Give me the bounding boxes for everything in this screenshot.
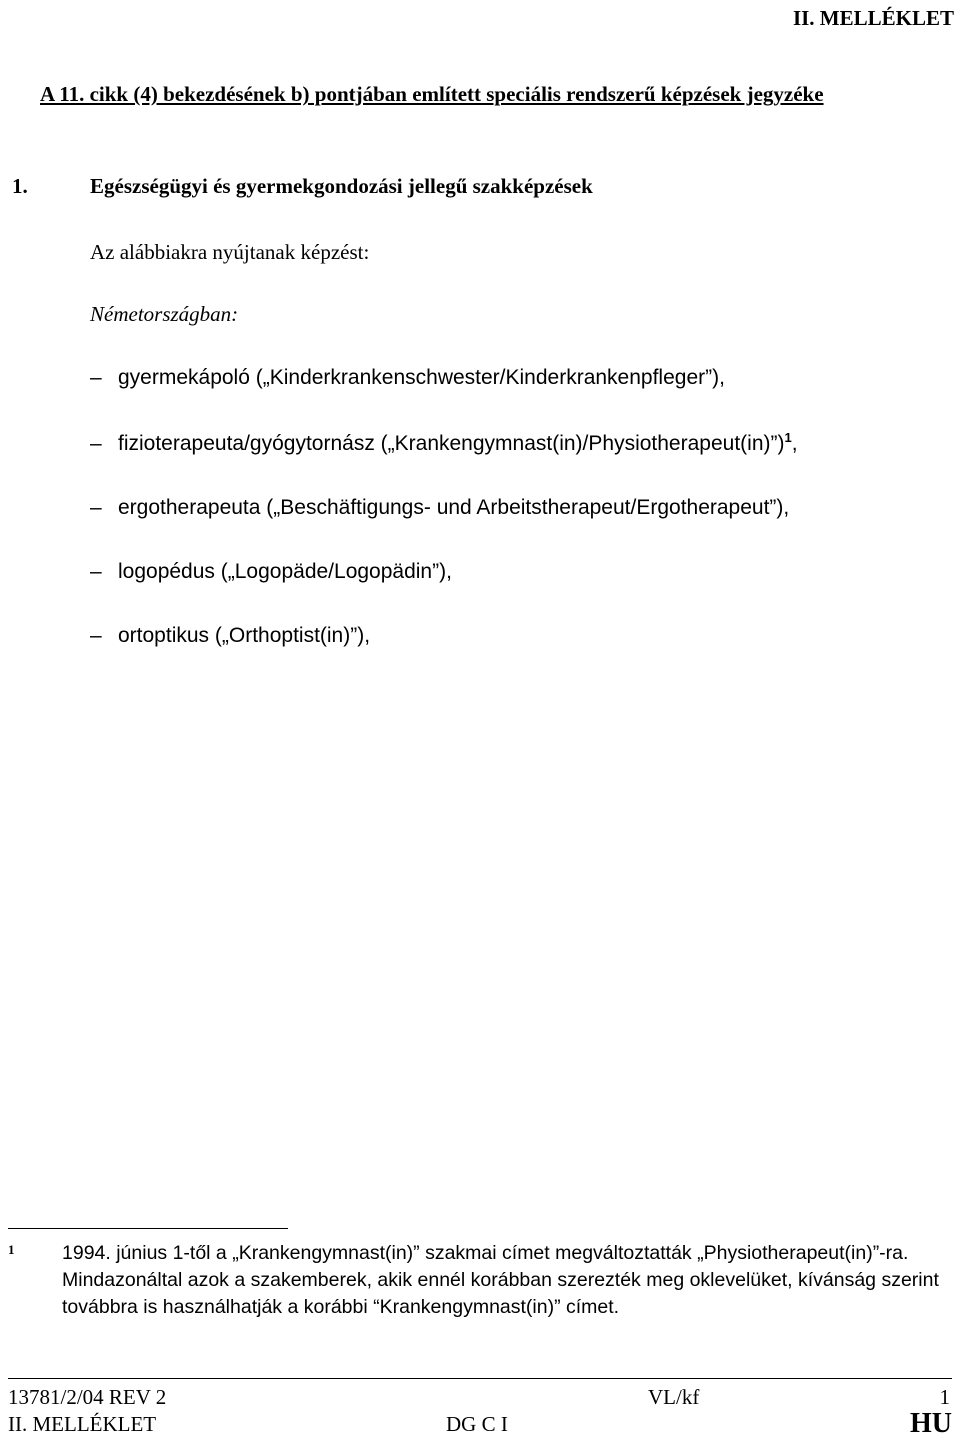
list-item-text: ergotherapeuta („Beschäftigungs- und Arbeitstherapeut/Ergotherapeut”), xyxy=(118,496,790,519)
list-item xyxy=(90,560,452,584)
list-item-suffix: , xyxy=(791,432,798,455)
list-dash: – xyxy=(90,624,102,647)
list-dash: – xyxy=(90,366,102,389)
language-code: HU xyxy=(910,1408,952,1439)
list-item xyxy=(90,496,789,520)
section-title: Egészségügyi és gyermekgondozási jellegű szakképzések xyxy=(90,174,593,198)
country-label: Németországban: xyxy=(90,302,239,326)
page-number: 1 xyxy=(939,1385,950,1409)
list-item-text: gyermekápoló („Kinderkrankenschwester/Kinderkrankenpfleger”), xyxy=(118,366,725,389)
footer-divider xyxy=(8,1378,952,1379)
list-dash: – xyxy=(90,432,102,455)
list-item-text: ortoptikus („Orthoptist(in)”), xyxy=(118,624,371,647)
footnote-divider xyxy=(8,1228,288,1229)
document-title: A 11. cikk (4) bekezdésének b) pontjában említett speciális rendszerű képzések jegyzéke xyxy=(40,82,824,106)
list-dash: – xyxy=(90,560,102,583)
footer-annex: II. MELLÉKLET xyxy=(8,1412,157,1436)
annex-header: II. MELLÉKLET xyxy=(792,6,954,30)
list-item-text: logopédus („Logopäde/Logopädin”), xyxy=(118,560,452,583)
intro-text: Az alábbiakra nyújtanak képzést: xyxy=(90,240,370,264)
list-item-text: fizioterapeuta/gyógytornász („Krankengymnast(in)/Physiotherapeut(in)”) xyxy=(118,432,785,455)
list-item xyxy=(90,366,725,390)
footnote-text: 1994. június 1-től a „Krankengymnast(in)” szakmai címet megváltoztatták „Physiotherapeut(in)”-ra. Mindazonáltal azok a szakemberek, akik ennél korábban szerezték meg oklevelüket, kívánság szerint továbbra is használhatják a korábbi “Krankengymnast(in)” címet. xyxy=(62,1242,939,1318)
list-dash: – xyxy=(90,496,102,519)
footer-dg: DG C I xyxy=(446,1412,508,1436)
footnote-reference[interactable]: 1 xyxy=(784,430,792,445)
footnote-mark: 1 xyxy=(8,1242,15,1257)
footer-initials: VL/kf xyxy=(648,1385,700,1409)
list-item xyxy=(90,624,370,648)
footer-reference: 13781/2/04 REV 2 xyxy=(8,1385,167,1409)
section-number: 1. xyxy=(12,174,28,198)
list-item xyxy=(90,430,798,456)
